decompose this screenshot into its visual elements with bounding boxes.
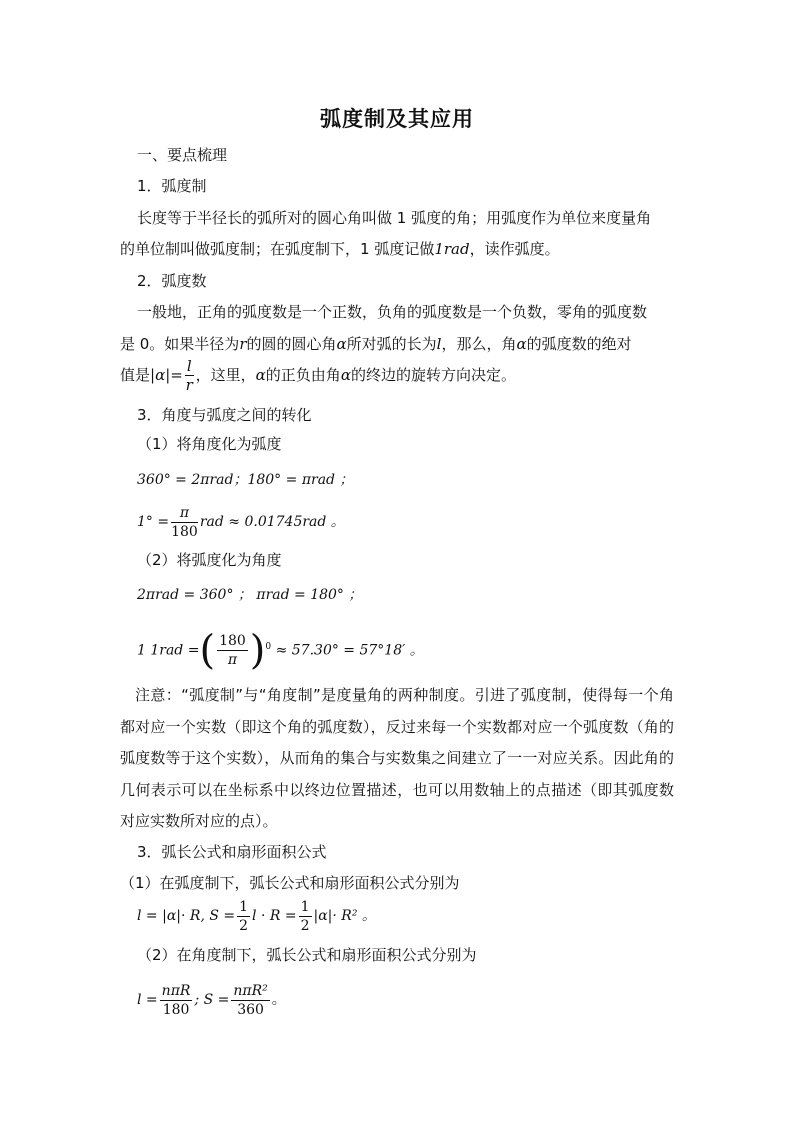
subheading-degree-formulas: （2）在角度制下，弧长公式和扇形面积公式分别为	[137, 946, 477, 964]
math-expression: 1rad	[434, 240, 470, 258]
formula-line: 360° = 2πrad；180° = πrad ；	[137, 472, 354, 488]
subheading-conversion: 3．角度与弧度之间的转化	[137, 406, 312, 424]
paragraph-line: 的单位制叫做弧度制；在弧度制下，1 弧度记做1rad，读作弧度。	[120, 240, 560, 258]
subheading-radian-measure: 2．弧度数	[137, 272, 207, 290]
subheading-radian-formulas: （1）在弧度制下，弧长公式和扇形面积公式分别为	[120, 874, 460, 892]
subheading-arc-sector: 3．弧长公式和扇形面积公式	[137, 843, 327, 861]
note-paragraph: 注意：“弧度制”与“角度制”是度量角的两种制度。引进了弧度制，使得每一个角都对应一个实数（即这个角的弧度数），反过来每一个实数都对应一个弧度数（角的弧度数等于这个实数），从而角的集合与实数集之间建立了一一对应关系。因此角的几何表示可以在坐标系中以终边位置描述，也可以用数轴上的点描述（即其弧度数对应实数所对应的点）。	[120, 686, 674, 830]
paragraph-line: 值是|α|= $\frac{l}{r}$ ，这里，α的正负由角α的终边的旋转方向决定。	[120, 357, 516, 394]
fraction: $\frac{\text{nπR²}}{360}$	[233, 982, 268, 1018]
paragraph-line: 是 0。如果半径为r的圆的圆心角α所对弧的长为l，那么，角α的弧度数的绝对	[120, 335, 632, 353]
math-expression: |α|=	[150, 366, 183, 384]
formula-line: l = |α|· R, S = $\frac{1}{2}$ l · R = $\frac{1}{2}$ |α|· R² 。	[137, 898, 376, 934]
formula-line: 1 1rad =( $\frac{180}{\pi}$ )$^0$ ≈ 57.30° = 57°18′ 。	[137, 627, 424, 674]
fraction: $\frac{1}{2}$	[300, 898, 310, 934]
fraction: $\frac{\text{nπR}}{180}$	[161, 982, 191, 1018]
formula-line: 2πrad = 360° ； πrad = 180° ；	[137, 587, 363, 603]
formula-line: l = $\frac{\text{nπR}}{180}$ ; S = $\frac{\text{nπR²}}{360}$ 。	[137, 982, 286, 1018]
subheading-radian-system: 1．弧度制	[137, 177, 207, 195]
paragraph-line: 长度等于半径长的弧所对的圆心角叫做 1 弧度的角；用弧度作为单位来度量角	[137, 209, 652, 227]
fraction: $\frac{1}{2}$	[239, 898, 249, 934]
formula-line: 1° = $\frac{\pi}{180}$ rad ≈ 0.01745rad 。	[137, 504, 345, 540]
fraction: $\frac{l}{r}$	[185, 357, 193, 394]
fraction: $\frac{\pi}{180}$	[171, 504, 198, 540]
page-title: 弧度制及其应用	[320, 107, 474, 131]
section-heading: 一、要点梳理	[137, 146, 228, 164]
subheading-rad-to-deg: （2）将弧度化为角度	[137, 551, 282, 569]
fraction: $\frac{180}{\pi}$	[219, 633, 246, 669]
subheading-deg-to-rad: （1）将角度化为弧度	[137, 435, 282, 453]
paragraph-line: 一般地，正角的弧度数是一个正数，负角的弧度数是一个负数，零角的弧度数	[137, 303, 648, 321]
